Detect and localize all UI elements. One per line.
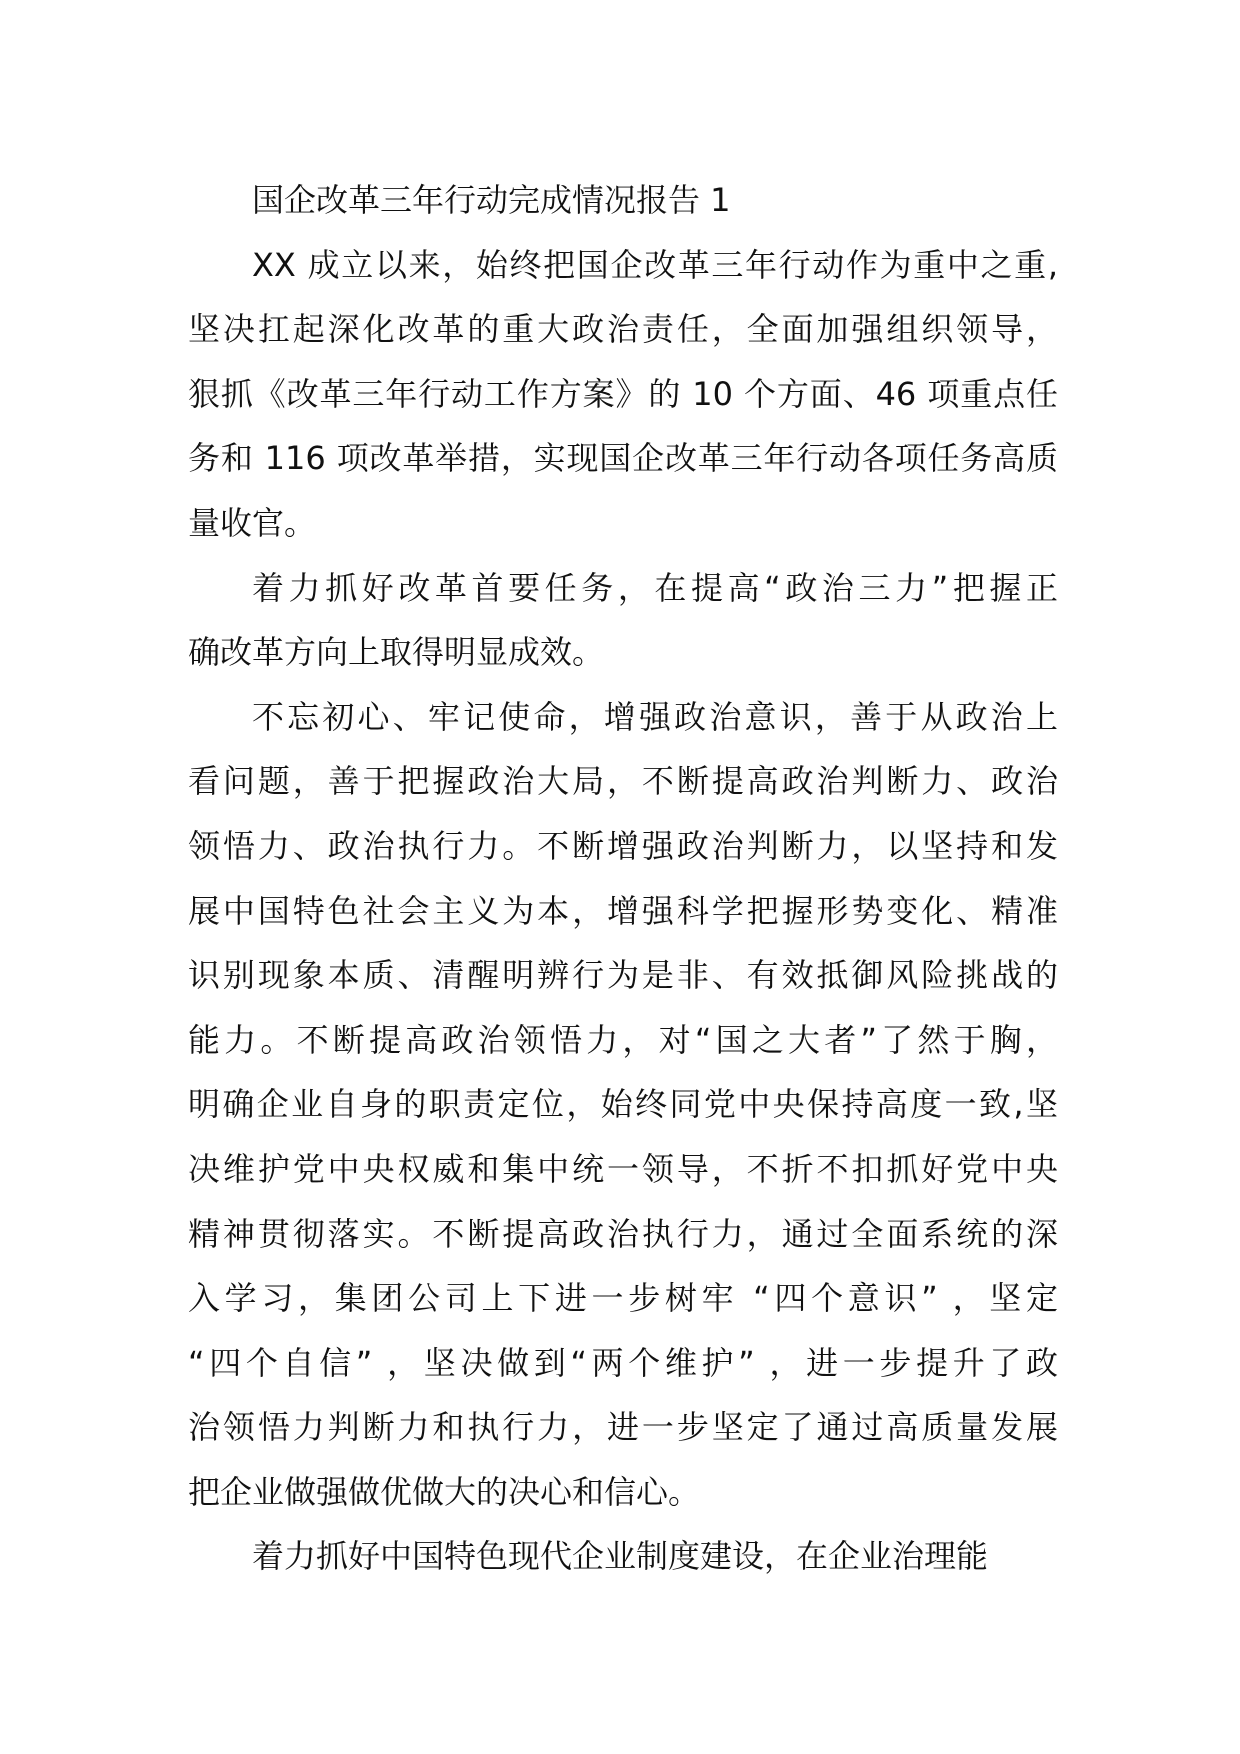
text-line: 量收官。	[188, 503, 317, 542]
text-line: 狠抓《改革三年行动工作方案》的 10 个方面、46 项重点任	[188, 374, 1058, 413]
text-line: “四个自信” ，坚决做到“两个维护” ，进一步提升了政	[188, 1343, 1058, 1382]
text-line: 坚决扛起深化改革的重大政治责任，全面加强组织领导，	[188, 310, 1058, 349]
text-line: 识别现象本质、清醒明辨行为是非、有效抵御风险挑战的	[188, 956, 1058, 995]
text-line: XX 成立以来，始终把国企改革三年行动作为重中之重,	[252, 245, 1058, 284]
text-line: 精神贯彻落实。不断提高政治执行力，通过全面系统的深	[188, 1214, 1058, 1253]
text-line: 入学习，集团公司上下进一步树牢 “四个意识” ，坚定	[188, 1279, 1058, 1318]
paragraph-2	[188, 556, 1058, 685]
text-line: 看问题，善于把握政治大局，不断提高政治判断力、政治	[188, 762, 1058, 801]
text-line: 决维护党中央权威和集中统一领导，不折不扣抓好党中央	[188, 1149, 1058, 1188]
paragraph-1	[188, 233, 1058, 556]
text-line: 治领悟力判断力和执行力，进一步坚定了通过高质量发展	[188, 1408, 1058, 1447]
document-title: 国企改革三年行动完成情况报告 1	[252, 181, 731, 219]
text-line: 把企业做强做优做大的决心和信心。	[188, 1472, 701, 1511]
text-line: 不忘初心、牢记使命，增强政治意识，善于从政治上	[252, 697, 1058, 736]
text-line: 着力抓好改革首要任务，在提高“政治三力”把握正	[252, 568, 1058, 607]
text-line: 展中国特色社会主义为本，增强科学把握形势变化、精准	[188, 891, 1058, 930]
text-line: 明确企业自身的职责定位，始终同党中央保持高度一致,坚	[188, 1085, 1058, 1124]
text-line: 领悟力、政治执行力。不断增强政治判断力，以坚持和发	[188, 826, 1058, 865]
text-line: 能力。不断提高政治领悟力，对“国之大者”了然于胸，	[188, 1020, 1058, 1059]
text-line: 务和 116 项改革举措，实现国企改革三年行动各项任务高质	[188, 439, 1058, 478]
document-body	[188, 168, 1058, 1589]
paragraph-4	[188, 1524, 1058, 1589]
text-line: 着力抓好中国特色现代企业制度建设，在企业治理能	[252, 1537, 989, 1576]
text-line: 确改革方向上取得明显成效。	[188, 633, 605, 672]
paragraph-3	[188, 685, 1058, 1525]
